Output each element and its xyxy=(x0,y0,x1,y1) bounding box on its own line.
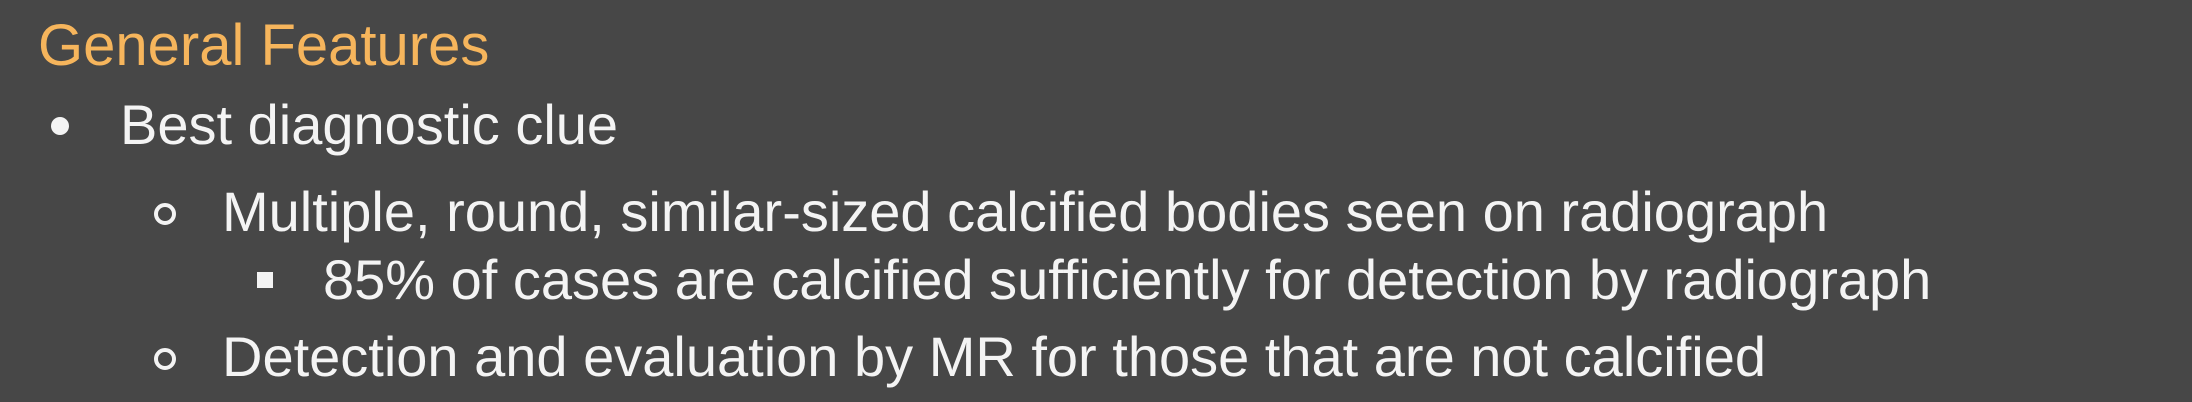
disc-bullet-icon xyxy=(51,117,69,135)
circle-bullet-icon xyxy=(154,348,176,370)
circle-bullet-icon xyxy=(154,203,176,225)
bullet-level1-text: Best diagnostic clue xyxy=(120,93,619,156)
square-bullet-icon xyxy=(257,272,273,288)
slide-title: General Features xyxy=(38,13,490,78)
bullet-level2-text: Multiple, round, similar-sized calcified bodies seen on radiograph xyxy=(222,180,1829,243)
bullet-level3-text: 85% of cases are calcified sufficiently for detection by radiograph xyxy=(323,248,1932,311)
bullet-level2-text: Detection and evaluation by MR for those that are not calcified xyxy=(222,325,1766,388)
